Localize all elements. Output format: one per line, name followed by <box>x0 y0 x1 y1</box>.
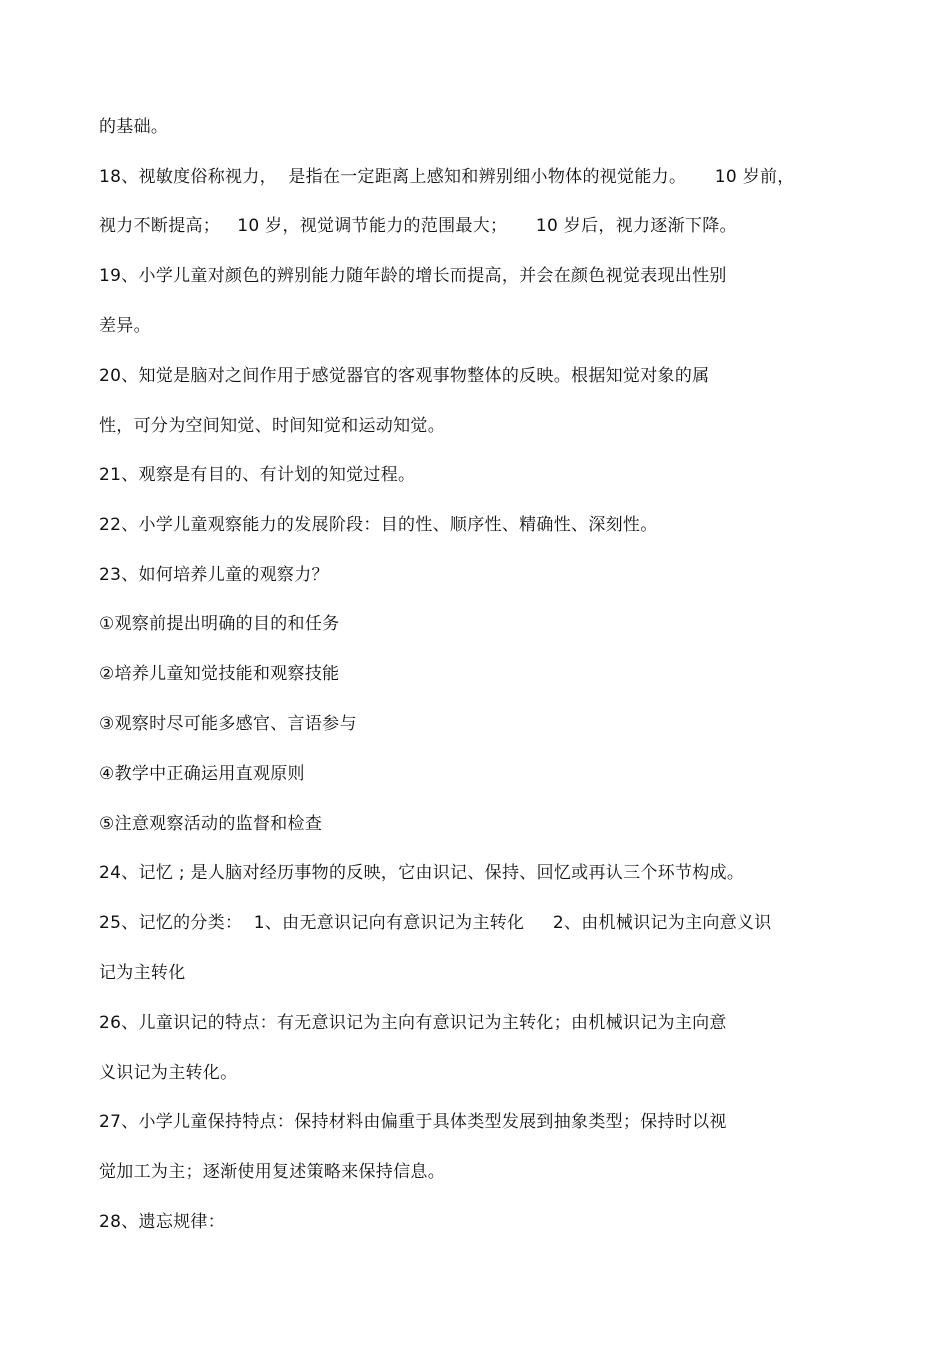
list-item: ③观察时尽可能多感官、言语参与 <box>99 714 357 734</box>
list-item: ①观察前提出明确的目的和任务 <box>99 614 340 634</box>
text-line: 25、记忆的分类： 1、由无意识记向有意识记为主转化 2、由机械识记为主向意义识 <box>99 913 772 933</box>
text-line: 27、小学儿童保持特点：保持材料由偏重于具体类型发展到抽象类型；保持时以视 <box>99 1112 727 1132</box>
text-line: 21、观察是有目的、有计划的知觉过程。 <box>99 465 416 485</box>
text-line: 觉加工为主；逐渐使用复述策略来保持信息。 <box>99 1162 445 1182</box>
text-line: 22、小学儿童观察能力的发展阶段：目的性、顺序性、精确性、深刻性。 <box>99 515 658 535</box>
text-line: 的基础。 <box>99 117 169 137</box>
list-item: ④教学中正确运用直观原则 <box>99 764 305 784</box>
text-line: 义识记为主转化。 <box>99 1063 238 1083</box>
text-line: 18、视敏度俗称视力， 是指在一定距离上感知和辨别细小物体的视觉能力。 10 岁前， <box>99 167 795 187</box>
text-line: 记为主转化 <box>99 963 186 983</box>
text-line: 20、知觉是脑对之间作用于感觉器官的客观事物整体的反映。根据知觉对象的属 <box>99 366 710 386</box>
text-line: 23、如何培养儿童的观察力？ <box>99 565 329 585</box>
text-line: 28、遗忘规律： <box>99 1212 226 1232</box>
text-line: 性，可分为空间知觉、时间知觉和运动知觉。 <box>99 416 445 436</box>
text-line: 26、儿童识记的特点：有无意识记为主向有意识记为主转化；由机械识记为主向意 <box>99 1013 727 1033</box>
list-item: ②培养儿童知觉技能和观察技能 <box>99 664 340 684</box>
text-line: 视力不断提高； 10 岁，视觉调节能力的范围最大； 10 岁后，视力逐渐下降。 <box>99 216 737 236</box>
list-item: ⑤注意观察活动的监督和检查 <box>99 814 323 834</box>
text-line: 24、记忆 ; 是人脑对经历事物的反映，它由识记、保持、回忆或再认三个环节构成。 <box>99 863 745 883</box>
text-line: 差异。 <box>99 316 151 336</box>
text-line: 19、小学儿童对颜色的辨别能力随年龄的增长而提高，并会在颜色视觉表现出性别 <box>99 266 727 286</box>
